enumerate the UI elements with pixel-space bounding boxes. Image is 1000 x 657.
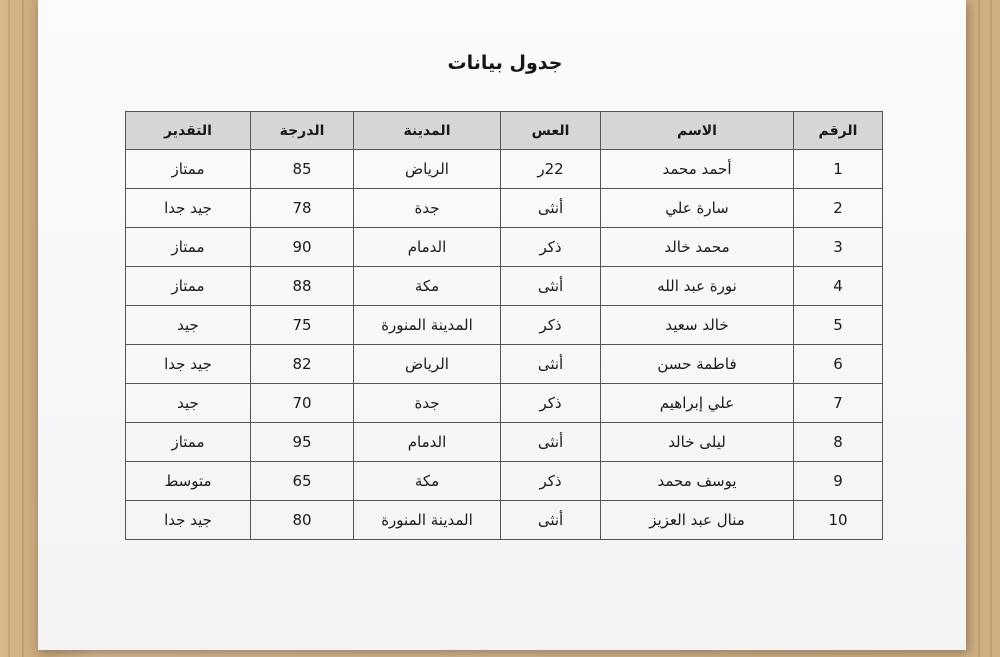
cell-number: 1 [794,150,883,189]
cell-number: 4 [794,267,883,306]
cell-grade: متوسط [126,462,251,501]
cell-number: 2 [794,189,883,228]
cell-number: 10 [794,501,883,540]
table-row [126,384,883,423]
cell-name: سارة علي [601,189,794,228]
table-header-row [126,112,883,150]
cell-name: منال عبد العزيز [601,501,794,540]
cell-name: ليلى خالد [601,423,794,462]
cell-city: جدة [354,384,501,423]
cell-name: يوسف محمد [601,462,794,501]
table-row [126,501,883,540]
cell-number: 5 [794,306,883,345]
cell-gender: أنثى [501,423,601,462]
wood-grain [978,0,980,657]
cell-name: نورة عبد الله [601,267,794,306]
cell-gender: ذكر [501,462,601,501]
cell-score: 95 [251,423,354,462]
wood-grain [8,0,10,657]
cell-city: مكة [354,267,501,306]
table-row [126,423,883,462]
cell-name: أحمد محمد [601,150,794,189]
table-row [126,267,883,306]
table-row [126,228,883,267]
cell-score: 78 [251,189,354,228]
cell-grade: جيد جدا [126,345,251,384]
table-body [126,150,883,540]
header-score: الدرجة [251,112,354,150]
cell-grade: جيد جدا [126,189,251,228]
cell-grade: ممتاز [126,267,251,306]
table-row [126,345,883,384]
cell-city: الرياض [354,345,501,384]
table-row [126,306,883,345]
cell-grade: جيد [126,384,251,423]
cell-name: خالد سعيد [601,306,794,345]
cell-score: 70 [251,384,354,423]
table-row [126,462,883,501]
cell-gender: ذكر [501,228,601,267]
cell-city: الرياض [354,150,501,189]
header-grade: التقدير [126,112,251,150]
cell-gender: ذكر [501,306,601,345]
cell-score: 90 [251,228,354,267]
cell-number: 6 [794,345,883,384]
cell-city: مكة [354,462,501,501]
header-number: الرقم [794,112,883,150]
table-row [126,150,883,189]
cell-grade: جيد [126,306,251,345]
cell-grade: ممتاز [126,423,251,462]
cell-grade: جيد جدا [126,501,251,540]
header-name: الاسم [601,112,794,150]
document-title: جدول بيانات [447,52,563,74]
cell-city: المدينة المنورة [354,501,501,540]
cell-city: الدمام [354,228,501,267]
cell-name: فاطمة حسن [601,345,794,384]
cell-city: جدة [354,189,501,228]
cell-number: 8 [794,423,883,462]
cell-number: 3 [794,228,883,267]
cell-gender: أنثى [501,189,601,228]
wood-grain [990,0,992,657]
cell-grade: ممتاز [126,150,251,189]
cell-name: علي إبراهيم [601,384,794,423]
cell-gender: أنثى [501,345,601,384]
header-gender: العس [501,112,601,150]
data-table [125,111,883,540]
cell-score: 82 [251,345,354,384]
cell-number: 9 [794,462,883,501]
cell-gender: 22ر [501,150,601,189]
cell-score: 75 [251,306,354,345]
cell-number: 7 [794,384,883,423]
cell-city: الدمام [354,423,501,462]
wood-grain [22,0,24,657]
cell-score: 65 [251,462,354,501]
cell-score: 88 [251,267,354,306]
header-city: المدينة [354,112,501,150]
cell-gender: أنثى [501,501,601,540]
cell-name: محمد خالد [601,228,794,267]
cell-gender: أنثى [501,267,601,306]
cell-gender: ذكر [501,384,601,423]
cell-city: المدينة المنورة [354,306,501,345]
cell-score: 85 [251,150,354,189]
cell-score: 80 [251,501,354,540]
table-row [126,189,883,228]
cell-grade: ممتاز [126,228,251,267]
